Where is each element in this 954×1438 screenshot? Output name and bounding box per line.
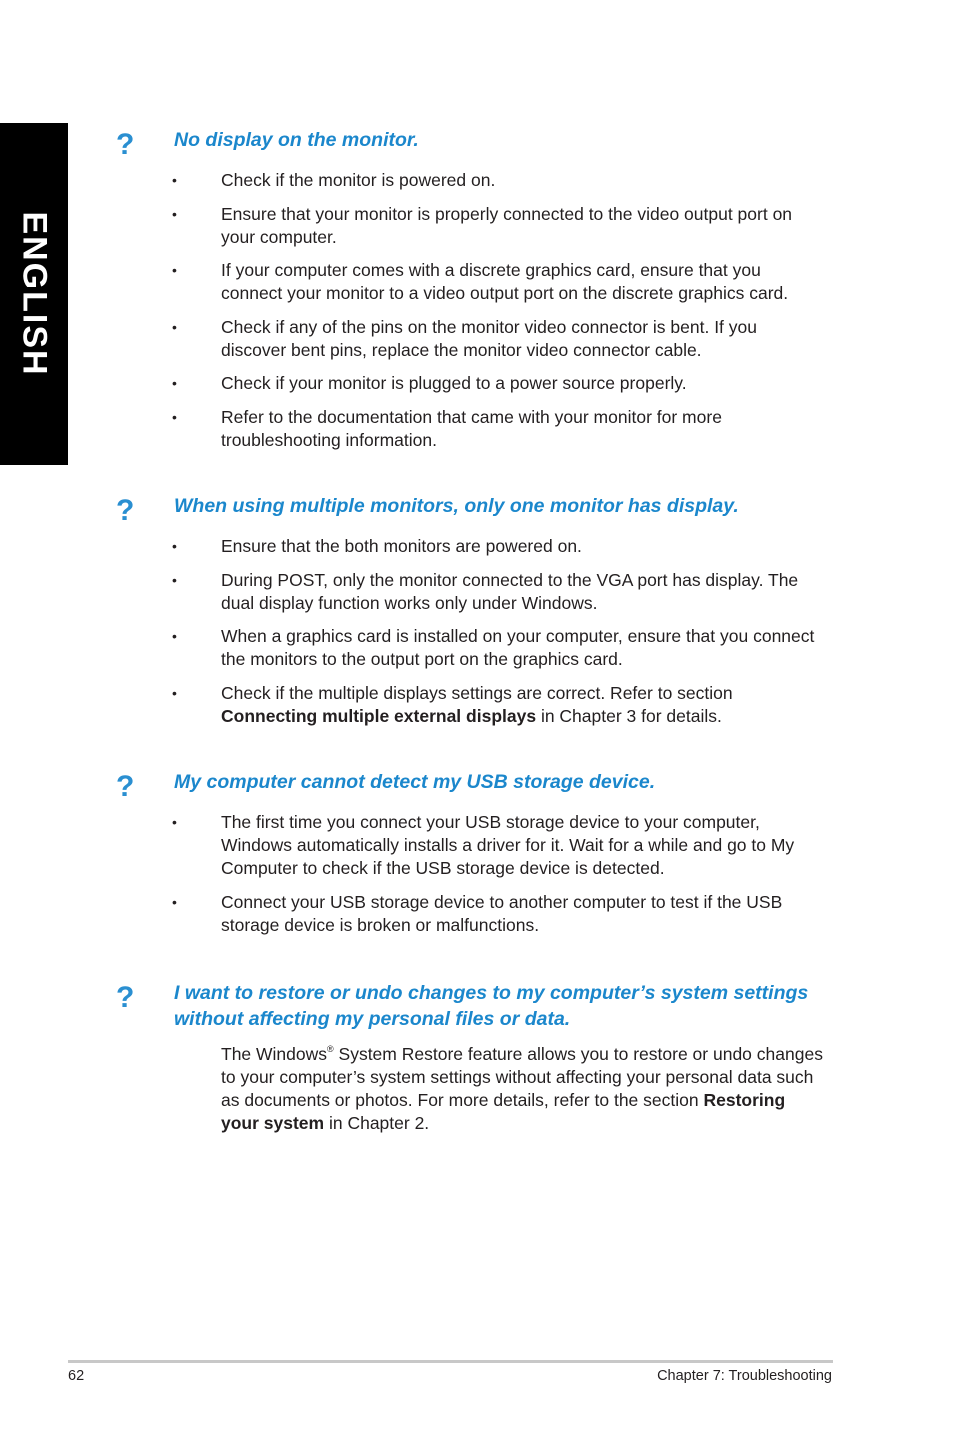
list-item: • Refer to the documentation that came with your monitor for more troubleshooting information. (172, 406, 722, 450)
list-item: • Ensure that the both monitors are powered on. (172, 536, 582, 556)
list-item: • Check if any of the pins on the monitor video connector is bent. If you discover bent pins, replace the monitor video connector cable. (172, 316, 757, 360)
page-number: 62 (68, 1368, 85, 1384)
bullet-icon: • (172, 814, 177, 830)
list-item: • If your computer comes with a discrete graphics card, ensure that you connect your monitor to a video output port on the discrete graphics card. (172, 260, 789, 303)
bullet-list (0, 169, 954, 462)
list-item: • Connect your USB storage device to another computer to test if the USB storage device is broken or malfunctions. (172, 891, 783, 935)
section-reference: Restoring your system (221, 1090, 786, 1133)
footer-divider (68, 1360, 833, 1363)
bullet-icon: • (172, 205, 177, 222)
bullet-list (0, 535, 954, 738)
list-item: • Check if the multiple displays settings are correct. Refer to section Connecting multiple external displays in Chapter 3 for details. (172, 682, 733, 726)
question-icon: ? (116, 128, 135, 161)
bullet-icon: • (172, 628, 177, 644)
faq-title: I want to restore or undo changes to my computer’s system settings without affecting my personal files or data. (174, 982, 809, 1030)
bullet-icon: • (172, 172, 177, 188)
registered-mark: ® (327, 1044, 334, 1054)
question-icon: ? (116, 494, 135, 527)
faq-title: No display on the monitor. (174, 129, 419, 151)
question-icon: ? (116, 770, 135, 803)
bullet-icon: • (172, 318, 177, 335)
question-icon: ? (116, 981, 135, 1014)
list-item: • Check if your monitor is plugged to a power source properly. (172, 373, 687, 393)
bullet-icon: • (172, 538, 177, 554)
list-item: • Ensure that your monitor is properly connected to the video output port on your computer. (172, 203, 793, 247)
language-tab-label: ENGLISH (15, 211, 54, 377)
bullet-icon: • (172, 375, 177, 391)
faq-title: My computer cannot detect my USB storage device. (174, 771, 656, 793)
bullet-icon: • (172, 571, 177, 588)
bullet-icon: • (172, 408, 177, 425)
bullet-icon: • (172, 262, 177, 278)
system-restore-paragraph: The Windows® System Restore feature allows you to restore or undo changes to your computer’s system settings without affecting your personal data such as documents or photos. For more details, refer to the section Restoring your system in Chapter 2. (221, 1044, 823, 1133)
bullet-list (0, 811, 954, 947)
section-reference: Connecting multiple external displays (221, 705, 537, 726)
list-item: • When a graphics card is installed on your computer, ensure that you connect the monitors to the output port on the graphics card. (172, 626, 815, 669)
faq-title: When using multiple monitors, only one monitor has display. (174, 495, 739, 517)
chapter-label: Chapter 7: Troubleshooting (657, 1368, 832, 1384)
bullet-icon: • (172, 684, 177, 701)
bullet-icon: • (172, 893, 177, 910)
list-item: • During POST, only the monitor connected to the VGA port has display. The dual display function works only under Windows. (172, 569, 799, 613)
list-item: • The first time you connect your USB storage device to your computer, Windows automatically installs a driver for it. Wait for a while and go to My Computer to check if the USB storage device is detected. (172, 812, 795, 878)
list-item: • Check if the monitor is powered on. (172, 170, 496, 190)
